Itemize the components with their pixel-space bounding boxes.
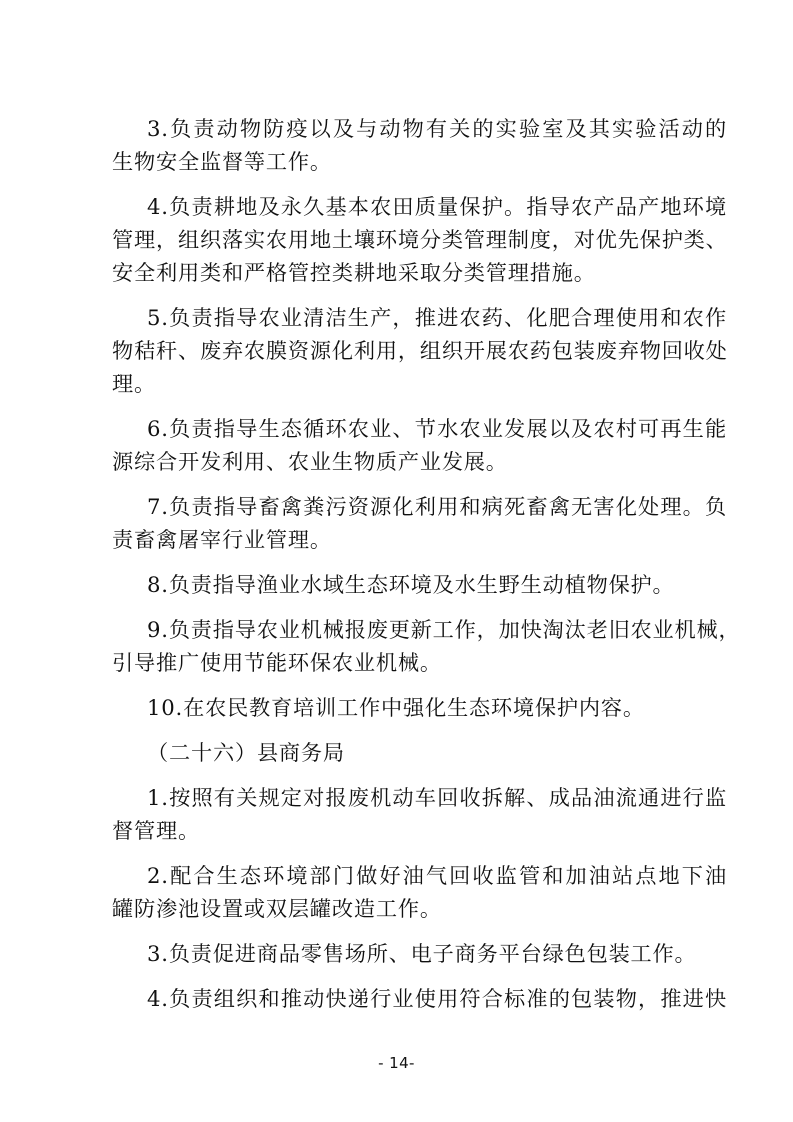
paragraph-line: 4.负责耕地及永久基本农田质量保护。指导农产品产地环境 bbox=[147, 194, 727, 219]
paragraph-line: 3.负责促进商品零售场所、电子商务平台绿色包装工作。 bbox=[147, 941, 697, 966]
paragraph-line: 生物安全监督等工作。 bbox=[112, 149, 332, 174]
paragraph-line: 8.负责指导渔业水域生态环境及水生野生动植物保护。 bbox=[147, 572, 675, 597]
paragraph-line: 10.在农民教育培训工作中强化生态环境保护内容。 bbox=[147, 695, 645, 720]
paragraph-line: 1.按照有关规定对报废机动车回收拆解、成品油流通进行监 bbox=[147, 785, 727, 810]
paragraph-line: 责畜禽屠宰行业管理。 bbox=[112, 527, 332, 552]
paragraph-line: 物秸秆、废弃农膜资源化利用，组织开展农药包装废弃物回收处 bbox=[112, 338, 728, 363]
paragraph-line: 安全利用类和严格管控类耕地采取分类管理措施。 bbox=[112, 260, 596, 285]
paragraph-line: 3.负责动物防疫以及与动物有关的实验室及其实验活动的 bbox=[147, 116, 727, 141]
paragraph-line: 督管理。 bbox=[112, 818, 200, 843]
paragraph-line: 9.负责指导农业机械报废更新工作，加快淘汰老旧农业机械， bbox=[147, 617, 741, 642]
page-number: - 14- bbox=[378, 1054, 415, 1072]
paragraph-line: 5.负责指导农业清洁生产，推进农药、化肥合理使用和农作 bbox=[147, 305, 727, 330]
paragraph-line: 引导推广使用节能环保农业机械。 bbox=[112, 650, 442, 675]
paragraph-line: 6.负责指导生态循环农业、节水农业发展以及农村可再生能 bbox=[147, 416, 727, 441]
paragraph-line: 2.配合生态环境部门做好油气回收监管和加油站点地下油 bbox=[147, 863, 727, 888]
document-body bbox=[112, 112, 741, 1015]
paragraph-line: 管理，组织落实农用地土壤环境分类管理制度，对优先保护类、 bbox=[112, 227, 728, 252]
paragraph-line: 源综合开发利用、农业生物质产业发展。 bbox=[112, 449, 508, 474]
section-heading: （二十六）县商务局 bbox=[147, 740, 345, 765]
paragraph-line: 7.负责指导畜禽粪污资源化利用和病死畜禽无害化处理。负 bbox=[147, 494, 727, 519]
paragraph-line: 罐防渗池设置或双层罐改造工作。 bbox=[112, 896, 442, 921]
paragraph-line: 4.负责组织和推动快递行业使用符合标准的包装物，推进快 bbox=[147, 986, 727, 1011]
paragraph-line: 理。 bbox=[112, 371, 156, 396]
